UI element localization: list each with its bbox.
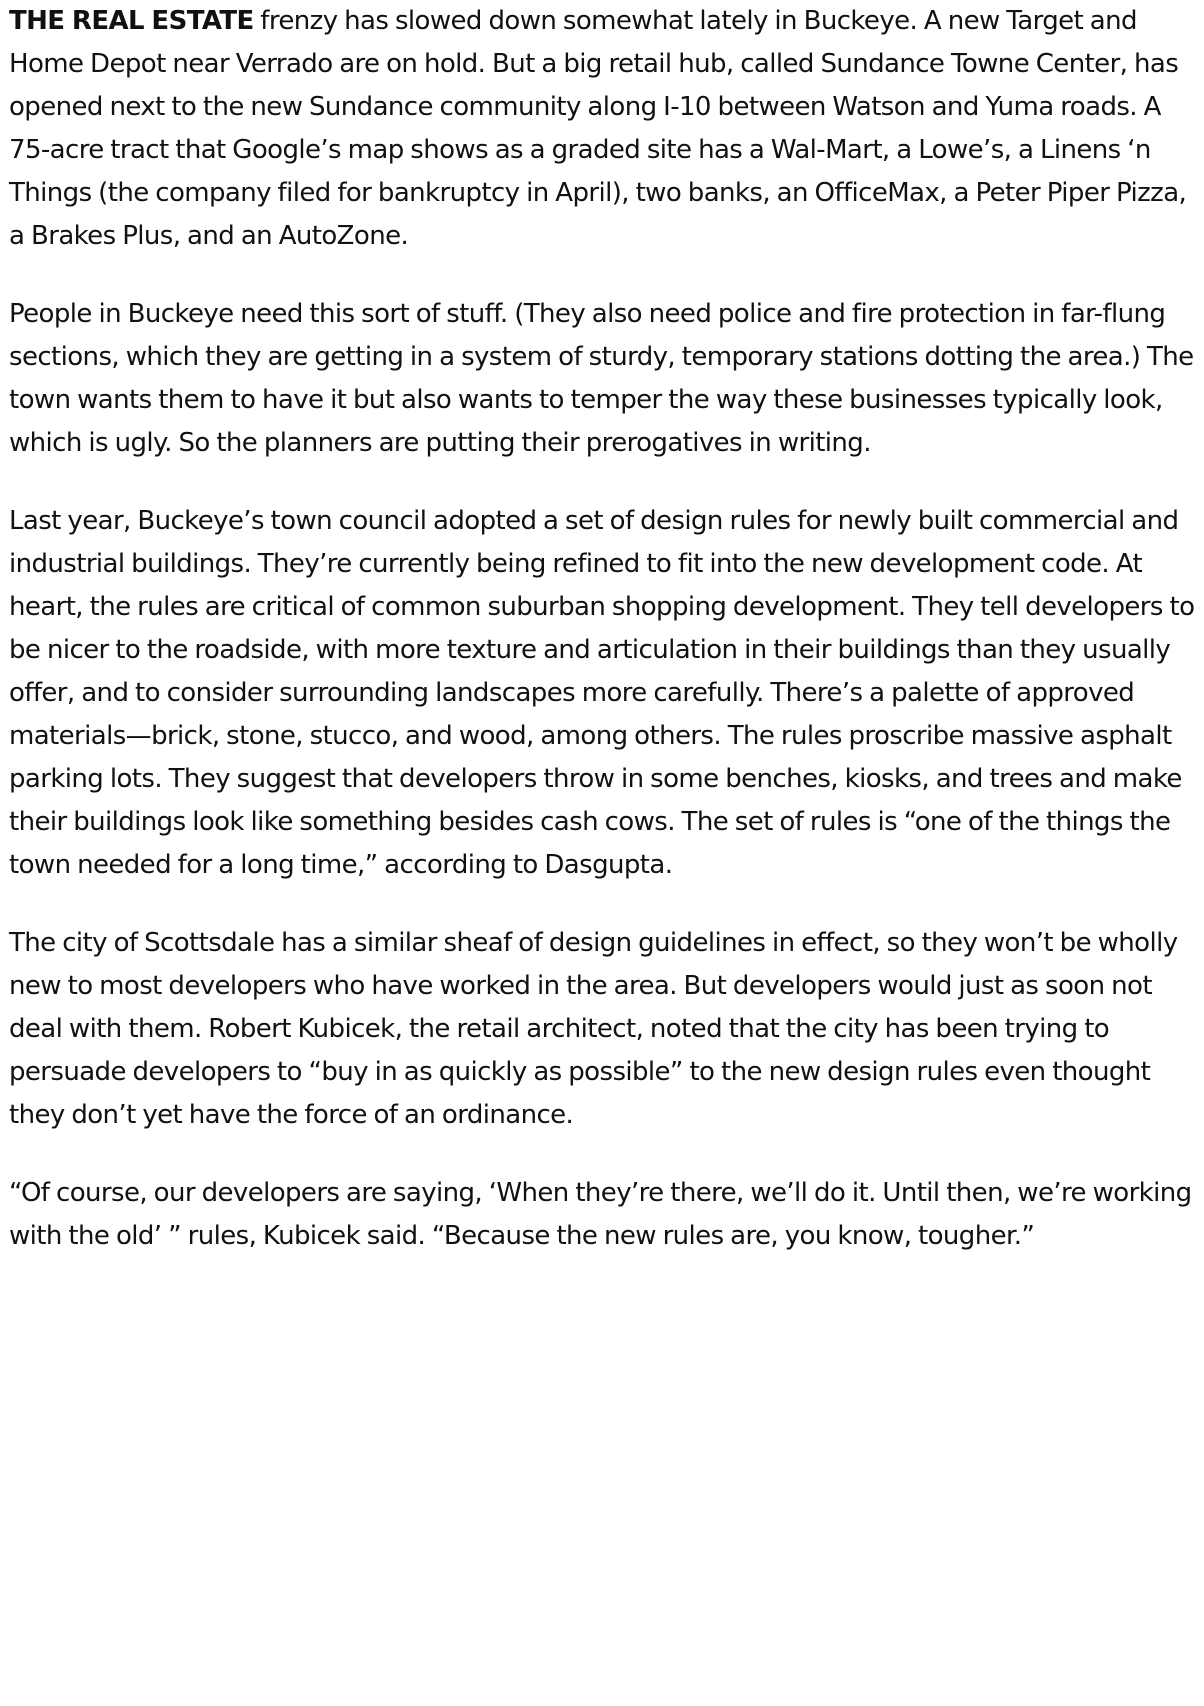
article-paragraph-2: People in Buckeye need this sort of stuff. (They also need police and fire protection in far-flung sections, which they are getting in a system of sturdy, temporary stations dotting the area.) The town wants them to have it but also wants to temper the way these businesses typically look, which is ugly. So the planners are putting their prerogatives in writing. [9,299,1194,458]
article-paragraph-1 [9,0,1195,258]
lead-in: THE REAL ESTATE [9,6,254,36]
article-paragraph-5: “Of course, our developers are saying, ‘When they’re there, we’ll do it. Until then, we’re working with the old’ ” rules, Kubicek said. “Because the new rules are, you know, tougher.” [9,1178,1192,1251]
article-paragraph-3: Last year, Buckeye’s town council adopted a set of design rules for newly built commercial and industrial buildings. They’re currently being refined to fit into the new development code. At heart, the rules are critical of common suburban shopping development. They tell developers to be nicer to the roadside, with more texture and articulation in their buildings than they usually offer, and to consider surrounding landscapes more carefully. There’s a palette of approved materials—brick, stone, stucco, and wood, among others. The rules proscribe massive asphalt parking lots. They suggest that developers throw in some benches, kiosks, and trees and make their buildings look like something besides cash cows. The set of rules is “one of the things the town needed for a long time,” according to Dasgupta. [9,506,1195,880]
paragraph-text: frenzy has slowed down somewhat lately in Buckeye. A new Target and Home Depot near Verrado are on hold. But a big retail hub, called Sundance Towne Center, has opened next to the new Sundance community along I-10 between Watson and Yuma roads. A 75-acre tract that Google’s map shows as a graded site has a Wal-Mart, a Lowe’s, a Linens ‘n Things (the company filed for bankruptcy in April), two banks, an OfficeMax, a Peter Piper Pizza, a Brakes Plus, and an AutoZone. [9,6,1187,251]
article-paragraph-4: The city of Scottsdale has a similar sheaf of design guidelines in effect, so they won’t be wholly new to most developers who have worked in the area. But developers would just as soon not deal with them. Robert Kubicek, the retail architect, noted that the city has been trying to persuade developers to “buy in as quickly as possible” to the new design rules even thought they don’t yet have the force of an ordinance. [9,928,1178,1130]
